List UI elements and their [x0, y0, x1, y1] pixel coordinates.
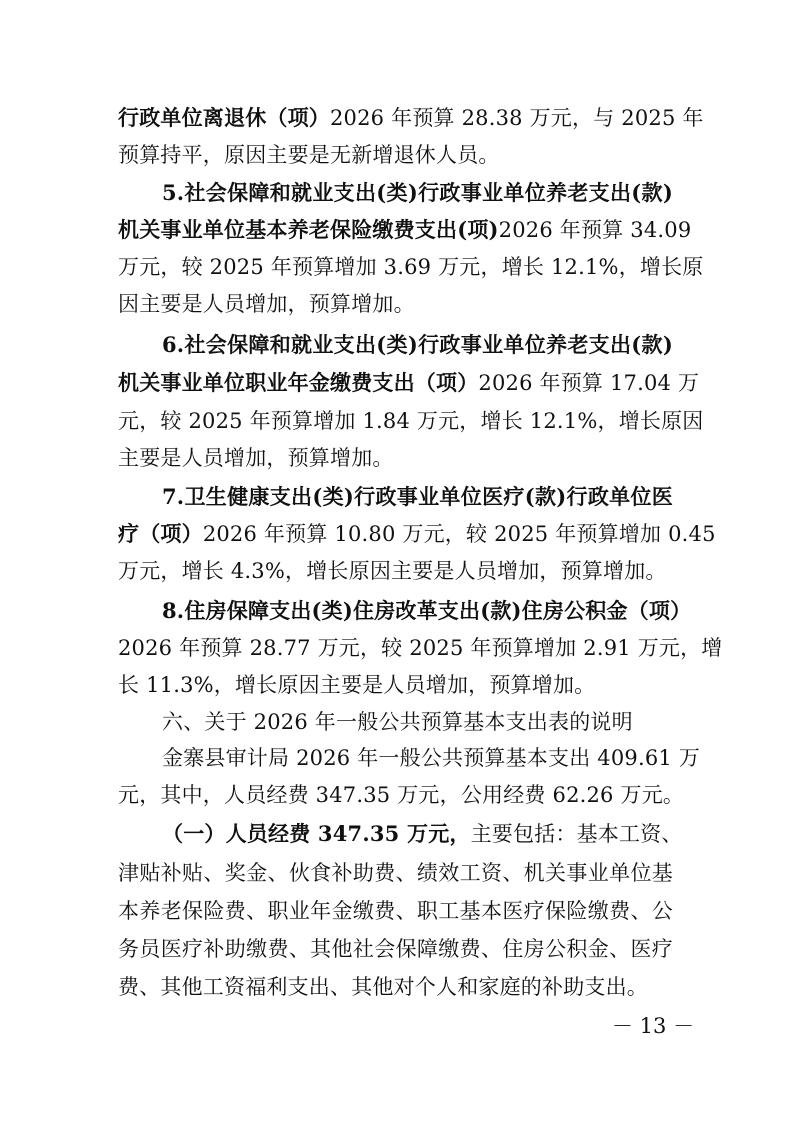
- body-line: 行政单位离退休（项）2026 年预算 28.38 万元，与 2025 年: [118, 105, 704, 130]
- page-number: － 13 －: [612, 1014, 695, 1038]
- body-line: 2026 年预算 28.77 万元，较 2025 年预算增加 2.91 万元，增: [118, 636, 723, 660]
- body-line: 金寨县审计局 2026 年一般公共预算基本支出 409.61 万: [162, 746, 701, 770]
- section-heading-8: 8.住房保障支出(类)住房改革支出(款)住房公积金（项）: [162, 598, 692, 623]
- personnel-expense-heading: （一）人员经费 347.35 万元，主要包括：基本工资、: [162, 821, 683, 846]
- body-line: 机关事业单位基本养老保险缴费支出(项)2026 年预算 34.09: [118, 217, 692, 242]
- body-line: 元，其中，人员经费 347.35 万元，公用经费 62.26 万元。: [118, 783, 685, 807]
- body-line: 因主要是人员增加，预算增加。: [118, 292, 415, 316]
- chapter-heading-6: 六、关于 2026 年一般公共预算基本支出表的说明: [162, 710, 633, 734]
- body-line: 万元，较 2025 年预算增加 3.69 万元，增长 12.1%，增长原: [118, 255, 704, 279]
- section-heading-7: 7.卫生健康支出(类)行政事业单位医疗(款)行政单位医: [162, 484, 673, 509]
- body-line: 万元，增长 4.3%，增长原因主要是人员增加，预算增加。: [118, 559, 667, 583]
- body-line: 本养老保险费、职业年金缴费、职工基本医疗保险缴费、公: [118, 899, 673, 923]
- body-line: 津贴补贴、奖金、伙食补助费、绩效工资、机关事业单位基: [118, 861, 673, 885]
- body-line: 务员医疗补助缴费、其他社会保障缴费、住房公积金、医疗: [118, 937, 673, 961]
- body-line: 预算持平，原因主要是无新增退休人员。: [118, 143, 500, 167]
- section-heading-6: 6.社会保障和就业支出(类)行政事业单位养老支出(款): [162, 332, 673, 357]
- body-line: 机关事业单位职业年金缴费支出（项）2026 年预算 17.04 万: [118, 370, 700, 395]
- section-heading-5: 5.社会保障和就业支出(类)行政事业单位养老支出(款): [162, 180, 673, 205]
- body-line: 费、其他工资福利支出、其他对个人和家庭的补助支出。: [118, 975, 648, 999]
- body-line: 长 11.3%，增长原因主要是人员增加，预算增加。: [118, 673, 596, 697]
- body-line: 疗（项）2026 年预算 10.80 万元，较 2025 年预算增加 0.45: [118, 521, 716, 546]
- body-line: 元，较 2025 年预算增加 1.84 万元，增长 12.1%，增长原因: [118, 409, 704, 433]
- body-line: 主要是人员增加，预算增加。: [118, 446, 394, 470]
